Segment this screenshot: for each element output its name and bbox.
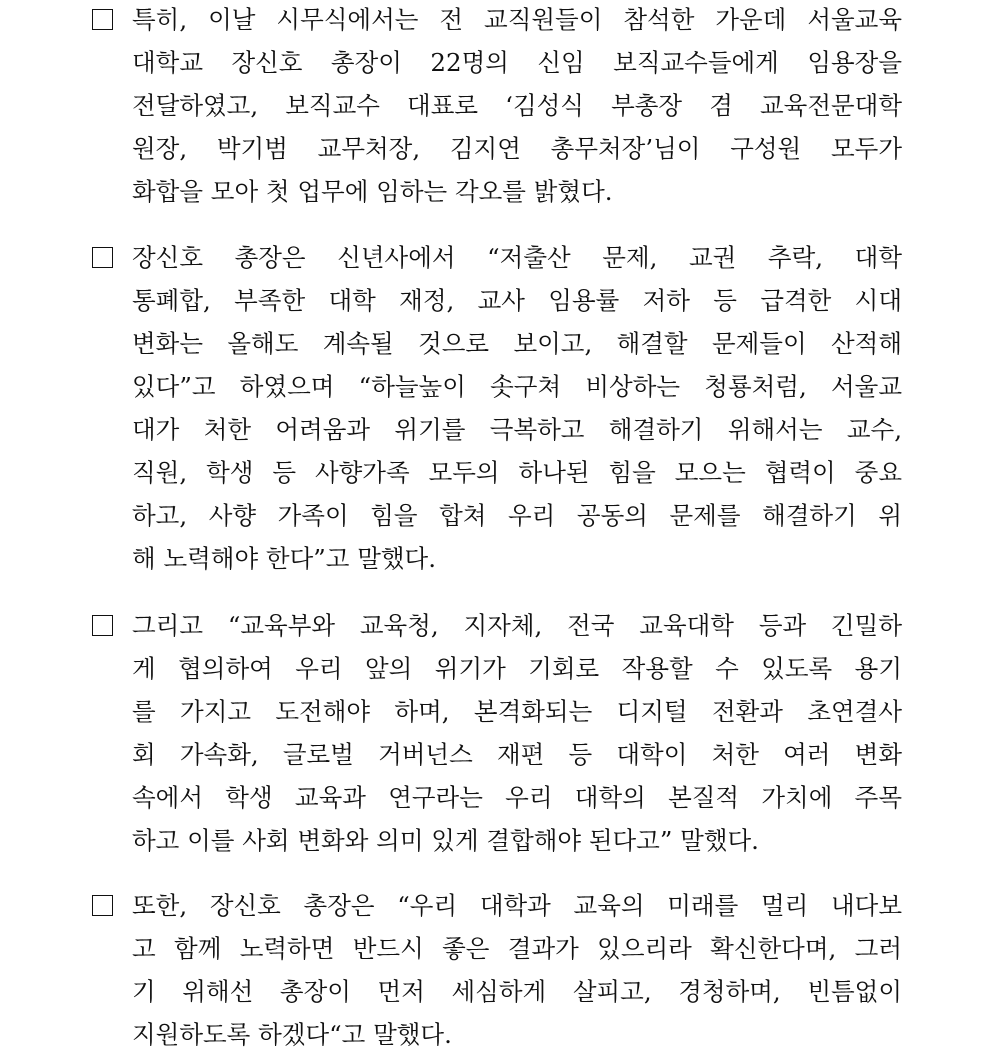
paragraph-line: 대학교 장신호 총장이 22명의 신임 보직교수들에게 임용장을 — [132, 48, 902, 77]
paragraph-line: 대가 처한 어려움과 위기를 극복하고 해결하기 위해서는 교수, — [132, 415, 902, 444]
paragraph-line: 변화는 올해도 계속될 것으로 보이고, 해결할 문제들이 산적해 — [132, 329, 902, 358]
paragraph-line: 속에서 학생 교육과 연구라는 우리 대학의 본질적 가치에 주목 — [132, 783, 902, 812]
paragraph-line: 그리고 “교육부와 교육청, 지자체, 전국 교육대학 등과 긴밀하 — [132, 611, 902, 640]
paragraph-line: 회 가속화, 글로벌 거버넌스 재편 등 대학이 처한 여러 변화 — [132, 740, 902, 769]
paragraph-line: 를 가지고 도전해야 하며, 본격화되는 디지털 전환과 초연결사 — [132, 697, 902, 726]
paragraph-line: 지원하도록 하겠다“고 말했다. — [132, 1020, 452, 1049]
paragraph-line: 전달하였고, 보직교수 대표로 ‘김성식 부총장 겸 교육전문대학 — [132, 91, 902, 120]
paragraph-line: 하고 이를 사회 변화와 의미 있게 결합해야 된다고” 말했다. — [132, 826, 759, 855]
checkbox-bullet-icon — [92, 895, 113, 916]
paragraph-line: 하고, 사향 가족이 힘을 합쳐 우리 공동의 문제를 해결하기 위 — [132, 501, 902, 530]
checkbox-bullet-icon — [92, 247, 113, 268]
paragraph-line: 고 함께 노력하면 반드시 좋은 결과가 있으리라 확신한다며, 그러 — [132, 934, 902, 963]
paragraph-line: 게 협의하여 우리 앞의 위기가 기회로 작용할 수 있도록 용기 — [132, 654, 902, 683]
paragraph-line: 장신호 총장은 신년사에서 “저출산 문제, 교권 추락, 대학 — [132, 243, 902, 272]
paragraph-line: 원장, 박기범 교무처장, 김지연 총무처장’님이 구성원 모두가 — [132, 134, 902, 163]
checkbox-bullet-icon — [92, 615, 113, 636]
paragraph-line: 직원, 학생 등 사향가족 모두의 하나된 힘을 모으는 협력이 중요 — [132, 458, 902, 487]
checkbox-bullet-icon — [92, 9, 113, 30]
paragraph-line: 있다”고 하였으며 “하늘높이 솟구쳐 비상하는 청룡처럼, 서울교 — [132, 372, 902, 401]
paragraph-line: 또한, 장신호 총장은 “우리 대학과 교육의 미래를 멀리 내다보 — [132, 891, 902, 920]
paragraph-line: 해 노력해야 한다”고 말했다. — [132, 544, 437, 573]
paragraph-line: 통폐합, 부족한 대학 재정, 교사 임용률 저하 등 급격한 시대 — [132, 286, 902, 315]
paragraph-line: 특히, 이날 시무식에서는 전 교직원들이 참석한 가운데 서울교육 — [132, 5, 902, 34]
paragraph-line: 기 위해선 총장이 먼저 세심하게 살피고, 경청하며, 빈틈없이 — [132, 977, 902, 1006]
paragraph-line: 화합을 모아 첫 업무에 임하는 각오를 밝혔다. — [132, 177, 613, 206]
